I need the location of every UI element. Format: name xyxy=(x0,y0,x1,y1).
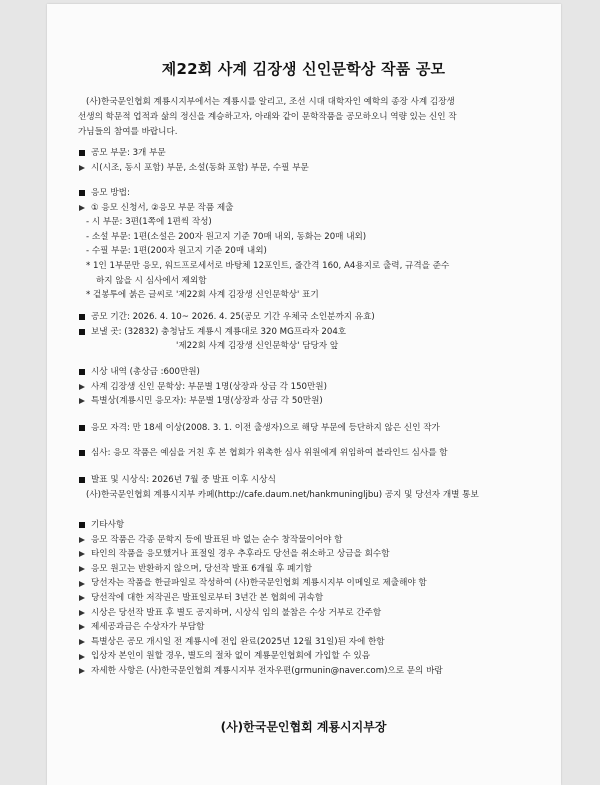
list-item: 응모 원고는 반환하지 않으며, 당선작 발표 6개월 후 폐기함 xyxy=(91,563,312,574)
intro-line: 가님들의 참여를 바랍니다. xyxy=(78,127,178,137)
square-bullet-icon xyxy=(79,450,85,456)
list-item: 당선작에 대한 저작권은 발표일로부터 3년간 본 협회에 귀속함 xyxy=(91,592,324,603)
section-categories xyxy=(76,146,531,175)
square-bullet-icon xyxy=(79,522,85,528)
triangle-bullet-icon xyxy=(79,537,85,543)
list-item: - 시 부문: 3편(1쪽에 1편씩 작성) xyxy=(86,217,212,228)
intro-paragraph xyxy=(78,95,530,140)
triangle-bullet-icon xyxy=(79,639,85,645)
triangle-bullet-icon xyxy=(79,398,85,404)
triangle-bullet-icon xyxy=(79,551,85,557)
square-bullet-icon xyxy=(79,190,85,196)
list-item: ① 응모 신청서, ②응모 부문 작품 제출 xyxy=(91,202,234,213)
triangle-bullet-icon xyxy=(79,654,85,660)
list-item: 자세한 사항은 (사)한국문인협회 계룡시지부 전자우편(grmunin@naver.com)으로 문의 바람 xyxy=(91,665,443,676)
page-title: 제22회 사계 김장생 신인문학상 작품 공모 xyxy=(161,60,446,78)
triangle-bullet-icon xyxy=(79,610,85,616)
triangle-bullet-icon xyxy=(79,165,85,171)
triangle-bullet-icon xyxy=(79,384,85,390)
list-item: - 소설 부문: 1편(소설은 200자 원고지 기준 70매 내외, 동화는 20매 내외) xyxy=(86,231,367,242)
list-item: (사)한국문인협회 계룡시지부 카페(http://cafe.daum.net/hankmuningljbu) 공지 및 당선자 개별 통보 xyxy=(86,489,479,500)
list-item: 발표 및 시상식: 2026년 7월 중 발표 이후 시상식 xyxy=(91,475,276,485)
list-item: 보낼 곳: (32832) 충청남도 계룡시 계룡대로 320 MG프라자 204호 xyxy=(91,326,347,337)
list-item: 응모 자격: 만 18세 이상(2008. 3. 1. 이전 출생자)으로 해당 부문에 등단하지 않은 신인 작가 xyxy=(91,423,440,433)
list-item: * 1인 1부문만 응모, 워드프로세서로 바탕체 12포인트, 줄간격 160, A4용지로 출력, 규격을 준수 xyxy=(86,260,450,271)
section-prizes xyxy=(76,365,531,409)
section-judging xyxy=(76,446,531,461)
list-item: 특별상은 공모 개시일 전 계룡시에 전입 완료(2025년 12월 31일)된 자에 한함 xyxy=(91,636,385,647)
square-bullet-icon xyxy=(79,150,85,156)
list-item: - 수필 부문: 1편(200자 원고지 기준 20매 내외) xyxy=(86,246,267,257)
section-application-method xyxy=(76,186,531,303)
list-item: 공모 기간: 2026. 4. 10~ 2026. 4. 25(공모 기간 우체국 소인분까지 유효) xyxy=(91,312,375,322)
triangle-bullet-icon xyxy=(79,581,85,587)
list-item: '제22회 사계 김장생 신인문학상' 담당자 앞 xyxy=(176,341,339,352)
signature: (사)한국문인협회 계룡시지부장 xyxy=(220,720,387,734)
list-item: 심사: 응모 작품은 예심을 거친 후 본 협회가 위촉한 심사 위원에게 위임하여 블라인드 심사를 함 xyxy=(91,448,448,458)
list-item: 제세공과금은 수상자가 부담함 xyxy=(91,622,205,633)
list-item: 당선자는 작품을 한글파일로 작성하여 (사)한국문인협회 계룡시지부 이메일로 제출해야 함 xyxy=(91,578,427,589)
section-misc xyxy=(76,518,531,679)
square-bullet-icon xyxy=(79,314,85,320)
triangle-bullet-icon xyxy=(79,668,85,674)
section-heading: 공모 부문: 3개 부문 xyxy=(91,148,166,158)
list-item: * 겉봉투에 붉은 글씨로 '제22회 사계 김장생 신인문학상' 표기 xyxy=(86,290,319,301)
section-period-address xyxy=(76,310,531,354)
list-item: 시(시조, 동시 포함) 부문, 소설(동화 포함) 부문, 수필 부문 xyxy=(91,162,309,173)
section-announcement xyxy=(76,473,531,502)
square-bullet-icon xyxy=(79,425,85,431)
intro-line: 선생의 학문적 업적과 삶의 정신을 계승하고자, 아래와 같이 문학작품을 공모하오니 역량 있는 신인 작 xyxy=(78,112,457,122)
square-bullet-icon xyxy=(79,477,85,483)
list-item: 타인의 작품을 응모했거나 표절일 경우 추후라도 당선을 취소하고 상금을 회수함 xyxy=(91,549,390,560)
section-heading: 응모 방법: xyxy=(91,188,130,198)
section-eligibility xyxy=(76,421,531,436)
square-bullet-icon xyxy=(79,369,85,375)
section-heading: 기타사항 xyxy=(91,520,125,530)
triangle-bullet-icon xyxy=(79,205,85,211)
square-bullet-icon xyxy=(79,329,85,335)
list-item: 하지 않을 시 심사에서 제외함 xyxy=(96,275,207,286)
intro-line: (사)한국문인협회 계룡시지부에서는 계룡시를 알리고, 조선 시대 대학자인 예학의 종장 사계 김장생 xyxy=(86,97,455,107)
list-item: 시상은 당선작 발표 후 별도 공지하며, 시상식 임의 불참은 수상 거부로 간주함 xyxy=(91,607,382,618)
list-item: 사계 김장생 신인 문학상: 부문별 1명(상장과 상금 각 150만원) xyxy=(91,381,327,392)
list-item: 특별상(계룡시민 응모자): 부문별 1명(상장과 상금 각 50만원) xyxy=(91,396,323,407)
list-item: 응모 작품은 각종 문학지 등에 발표된 바 없는 순수 창작물이어야 함 xyxy=(91,534,343,545)
list-item: 입상자 본인이 원할 경우, 별도의 절차 없이 계룡문인협회에 가입할 수 있음 xyxy=(91,651,371,662)
triangle-bullet-icon xyxy=(79,624,85,630)
triangle-bullet-icon xyxy=(79,595,85,601)
section-heading: 시상 내역 (총상금 :600만원) xyxy=(91,367,200,377)
triangle-bullet-icon xyxy=(79,566,85,572)
